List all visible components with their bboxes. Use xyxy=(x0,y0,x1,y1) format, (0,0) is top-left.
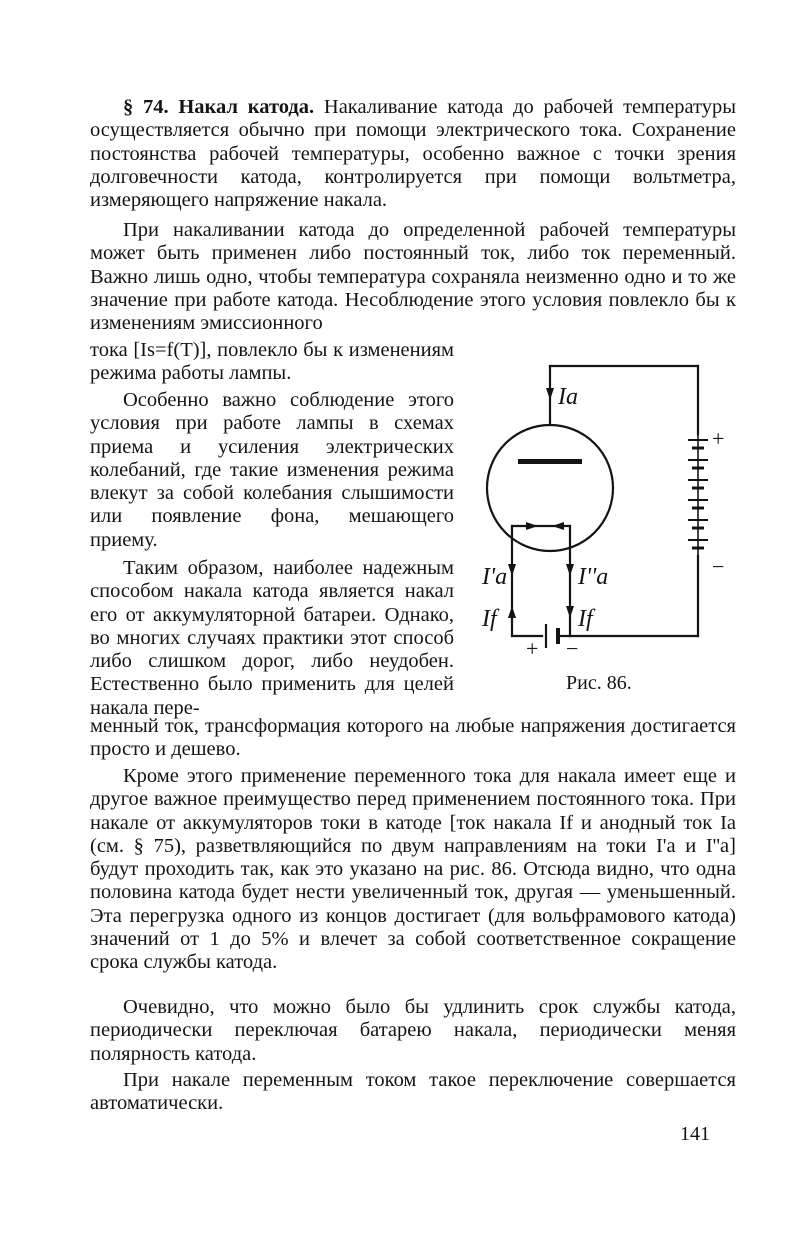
page-number: 141 xyxy=(680,1123,710,1145)
current-arrows xyxy=(508,388,574,618)
section-74-intro xyxy=(90,96,736,212)
anode-plate xyxy=(518,459,582,464)
label-filament-left: If xyxy=(482,606,497,632)
filament-left-arrow xyxy=(508,606,516,618)
paragraph-battery-end: менный ток, трансформация которого на любые напряжения достигается просто и дешево. xyxy=(90,715,736,761)
label-source-plus: + xyxy=(712,426,725,451)
paragraph-reception: Особенно важно соблюдение этого условия при работе лампы в схемах приема и усиления электрических колебаний, где такие изменения режима влекут за собой колебания слышимости или появление фона, мешающего приему. xyxy=(90,389,454,551)
anode-current-arrow xyxy=(546,388,554,400)
label-left-branch: I'a xyxy=(482,564,508,590)
tube-envelope xyxy=(487,425,613,551)
right-branch-arrow xyxy=(566,564,574,576)
paragraph-heating-current: При накаливании катода до определенной рабочей температуры может быть применен либо постоянный ток, либо ток переменный. Важно лишь одно, чтобы температура сохраняла неизменно одно и то же значение при работе катода. Несоблюдение этого условия повлекло бы к изменениям эмиссионного xyxy=(90,219,736,335)
label-battery-minus: − xyxy=(566,636,579,656)
label-right-branch: I''a xyxy=(578,564,609,590)
paragraph-ac-advantage: Кроме этого применение переменного тока для накала имеет еще и другое важное преимущество перед применением постоянного тока. При накале от аккумуляторов токи в катоде [ток накала If и анодный ток Ia (см. § 75), разветвляющийся по двум направлениям на токи I'a и I''a] будут проходить так, как это указано на рис. 86. Отсюда видно, что одна половина катода будет нести увеличенный ток, другая — уменьшенный. Эта перегрузка одного из концов достигает (для вольфрамового катода) значений от 1 до 5% и влечет за собой соответственное сокращение срока службы катода. xyxy=(90,765,736,974)
section-lead: Накаливание катода до рабочей температуры осуществляется обычно при помощи электрического тока. Сохранение постоянства рабочей температуры, особенно важное с точки зрения долговечности катода, контролируется при помощи вольтметра, измеряющего напряжение накала. xyxy=(90,96,736,212)
label-anode-current: Ia xyxy=(558,384,578,410)
bridge-arrow-1 xyxy=(526,522,538,530)
paragraph-battery: Таким образом, наиболее надежным способом накала катода является накал его от аккумуляторной батареи. Однако, во многих случаях практики этот способ либо слишком дорог, либо неудобен. Естественно было применить для целей накала пере- xyxy=(90,557,454,719)
label-battery-plus: + xyxy=(526,636,539,656)
figure-86-circuit xyxy=(478,356,736,656)
label-source-minus: − xyxy=(712,554,725,579)
filament-right-arrow xyxy=(566,606,574,618)
paragraph-heating-current-end: тока [Is=f(T)], повлекло бы к изменениям режима работы лампы. xyxy=(90,339,454,385)
figure-caption: Рис. 86. xyxy=(566,672,632,694)
label-filament-right: If xyxy=(578,606,593,632)
paragraph-ac-automatic: При накале переменным током такое переключение совершается автоматически. xyxy=(90,1069,736,1115)
paragraph-switching: Очевидно, что можно было бы удлинить срок службы катода, периодически переключая батарею накала, периодически меняя полярность катода. xyxy=(90,996,736,1065)
anode-battery xyxy=(688,434,708,556)
section-heading: § 74. Накал катода. xyxy=(123,96,315,118)
left-branch-arrow xyxy=(508,564,516,576)
bridge-arrow-2 xyxy=(552,522,564,530)
